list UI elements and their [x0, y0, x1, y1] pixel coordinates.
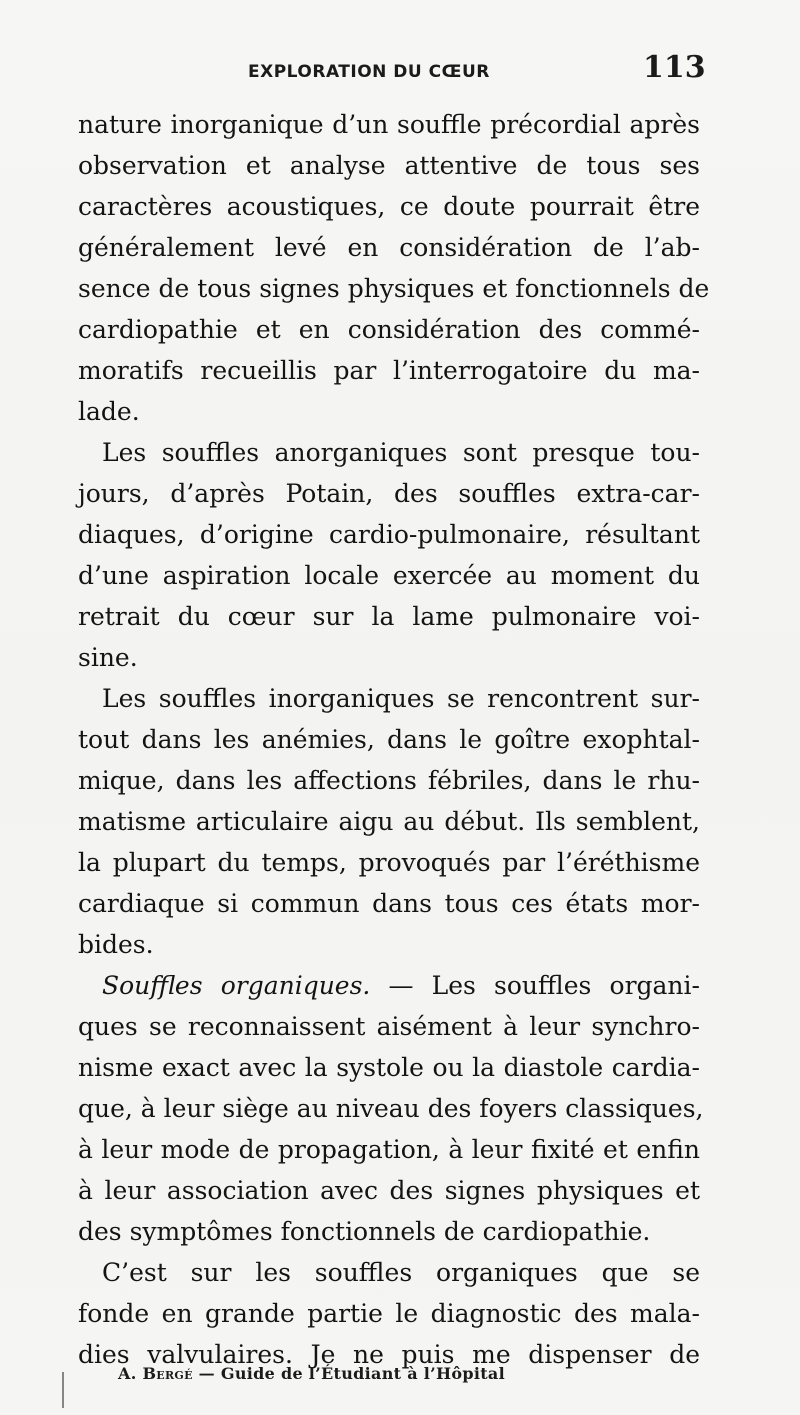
- body-text: [78, 104, 710, 1375]
- text-line: retrait du cœur sur la lame pulmonaire voi-: [78, 602, 700, 631]
- text-line: lade.: [78, 397, 140, 426]
- text-line: la plupart du temps, provoqués par l’éréthisme: [78, 848, 700, 877]
- text-line: caractères acoustiques, ce doute pourrait être: [78, 192, 700, 221]
- text-line: que, à leur siège au niveau des foyers classiques,: [78, 1094, 704, 1123]
- running-title: EXPLORATION DU CŒUR: [248, 62, 490, 82]
- footer-title: Guide de l’Étudiant à l’Hôpital: [220, 1364, 505, 1383]
- text-line: sence de tous signes physiques et fonctionnels de: [78, 274, 710, 303]
- text-line: moratifs recueillis par l’interrogatoire du ma-: [78, 356, 700, 385]
- text-line: fonde en grande partie le diagnostic des mala-: [78, 1299, 700, 1328]
- text-line: généralement levé en considération de l’ab-: [78, 233, 700, 262]
- text-line: cardiopathie et en considération des commé-: [78, 315, 700, 344]
- text-line: observation et analyse attentive de tous ses: [78, 151, 700, 180]
- text-line: matisme articulaire aigu au début. Ils semblent,: [78, 807, 700, 836]
- text-line: [78, 965, 700, 1006]
- text-line: diaques, d’origine cardio-pulmonaire, résultant: [78, 520, 700, 549]
- text-line: bides.: [78, 930, 154, 959]
- text-line: nature inorganique d’un souffle précordial après: [78, 110, 700, 139]
- text-line: sine.: [78, 643, 138, 672]
- text-line: des symptômes fonctionnels de cardiopathie.: [78, 1217, 651, 1246]
- text-line: ques se reconnaissent aisément à leur synchro-: [78, 1012, 700, 1041]
- text-line: Les souffles inorganiques se rencontrent sur-: [102, 684, 700, 713]
- text-line: tout dans les anémies, dans le goître exophtal-: [78, 725, 700, 754]
- page-header: [0, 50, 800, 100]
- text-line: mique, dans les affections fébriles, dans le rhu-: [78, 766, 700, 795]
- footer-author: A. Bergé: [118, 1364, 193, 1383]
- text-line: dies valvulaires. Je ne puis me dispenser de: [78, 1340, 700, 1369]
- section-heading: Souffles organiques.: [102, 971, 371, 1000]
- text-line: nisme exact avec la systole ou la diastole cardia-: [78, 1053, 700, 1082]
- text-line: jours, d’après Potain, des souffles extra-car-: [78, 479, 700, 508]
- page-number: 113: [643, 50, 706, 85]
- text-line: cardiaque si commun dans tous ces états mor-: [78, 889, 700, 918]
- page-footer: [118, 1364, 505, 1383]
- text-line: Les souffles anorganiques sont presque tou-: [102, 438, 700, 467]
- margin-mark: [62, 1372, 64, 1408]
- text-line: à leur association avec des signes physiques et: [78, 1176, 700, 1205]
- text-line: d’une aspiration locale exercée au moment du: [78, 561, 700, 590]
- footer-dash: —: [198, 1364, 215, 1383]
- text-fragment: — Les souffles organi-: [370, 971, 700, 1000]
- text-line: C’est sur les souffles organiques que se: [102, 1258, 700, 1287]
- text-line: à leur mode de propagation, à leur fixité et enfin: [78, 1135, 700, 1164]
